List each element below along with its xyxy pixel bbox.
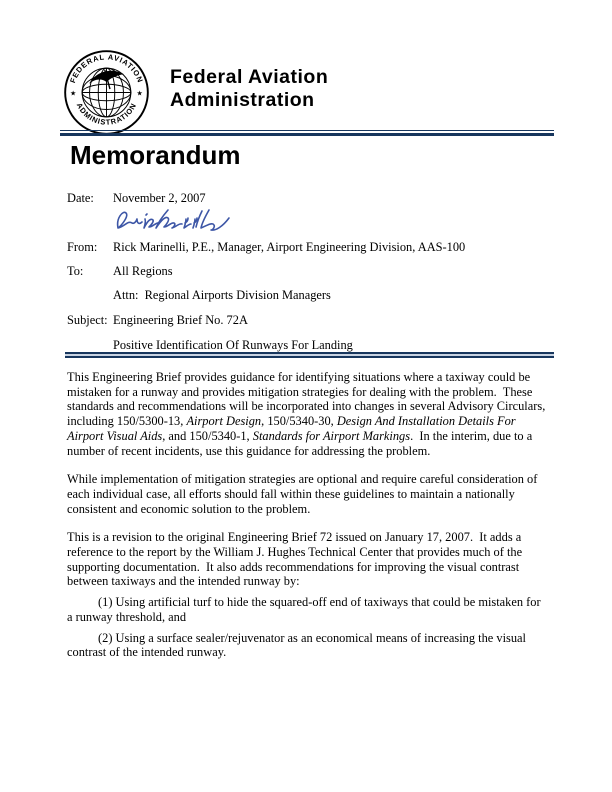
to-row xyxy=(67,264,173,279)
seal-top-text: FEDERAL AVIATION xyxy=(68,52,145,85)
body-paragraph xyxy=(67,595,549,624)
subject2-label-spacer xyxy=(67,338,113,353)
subject-divider xyxy=(65,352,554,358)
body-segment: . In the interim, due to a number of recent incidents, use this guidance for addressing the problem. xyxy=(67,428,536,458)
to-label: To: xyxy=(67,264,84,278)
seal-left-star-icon: ★ xyxy=(69,89,77,98)
attn-label-spacer xyxy=(67,288,113,303)
body-segment-italic: Airport Design xyxy=(186,414,262,429)
body-paragraph xyxy=(67,530,549,589)
header-divider xyxy=(60,130,554,136)
agency-name-line2: Administration xyxy=(170,89,315,111)
body-segment: , 150/5340-30, xyxy=(261,414,337,429)
agency-name-line1: Federal Aviation xyxy=(170,66,329,88)
body-paragraph xyxy=(67,631,549,660)
body-segment: This is a revision to the original Engineering Brief 72 issued on January 17, 2007. It adds a reference to the report by the William J. Hughes Technical Center that provides much of the supporting documentation. It also adds recommendations for improving the visual contrast between taxiways and the intended runway by: xyxy=(67,530,526,589)
subject-label: Subject: xyxy=(67,313,108,327)
subject-row xyxy=(67,313,248,328)
body-segment: (2) Using a surface sealer/rejuvenator as an economical means of increasing the visual contrast of the intended runway. xyxy=(67,630,530,660)
body-segment: (1) Using artificial turf to hide the squared-off end of taxiways that could be mistaken for a runway threshold, and xyxy=(67,595,544,624)
body-segment-italic: Design And Installation Details For Airport Visual Aids xyxy=(67,414,519,443)
faa-seal-logo xyxy=(63,49,150,136)
body-segment: While implementation of mitigation strategies are optional and require careful consideration of each individual case, all efforts should fall within these guidelines to maintain a nationally consistent and economic solution to the problem. xyxy=(67,472,541,516)
seal-right-star-icon: ★ xyxy=(136,89,143,98)
from-row xyxy=(67,240,465,255)
attn-row xyxy=(67,288,331,303)
body-segment: , and 150/5340-1, xyxy=(162,428,253,443)
from-label: From: xyxy=(67,240,98,254)
body-segment: This Engineering Brief provides guidance for identifying situations where a taxiway could be mistaken for a runway and provides mitigation strategies for dealing with the problem. These standards and recommendations will be incorporated into changes in several Advisory Circulars, including 150/5300-13, xyxy=(67,370,549,429)
subject-value: Engineering Brief No. 72A xyxy=(113,313,248,327)
page-title: Memorandum xyxy=(70,140,241,170)
to-value: All Regions xyxy=(113,264,173,278)
body-paragraph xyxy=(67,370,549,458)
from-value: Rick Marinelli, P.E., Manager, Airport Engineering Division, AAS-100 xyxy=(113,240,466,254)
body-text xyxy=(67,370,549,666)
body-paragraph xyxy=(67,472,549,516)
seal-bottom-text: ADMINISTRATION xyxy=(74,101,139,127)
date-row xyxy=(67,191,206,206)
subject-value-line2: Positive Identification Of Runways For Landing xyxy=(113,338,353,352)
signature xyxy=(113,206,238,238)
body-segment-italic: Standards for Airport Markings xyxy=(252,428,411,443)
subject-row-line2 xyxy=(67,338,353,353)
memo-fields xyxy=(67,191,557,356)
attn-value: Attn: Regional Airports Division Managers xyxy=(113,288,331,302)
date-value: November 2, 2007 xyxy=(113,191,206,205)
date-label: Date: xyxy=(67,191,94,205)
agency-name xyxy=(170,66,328,112)
